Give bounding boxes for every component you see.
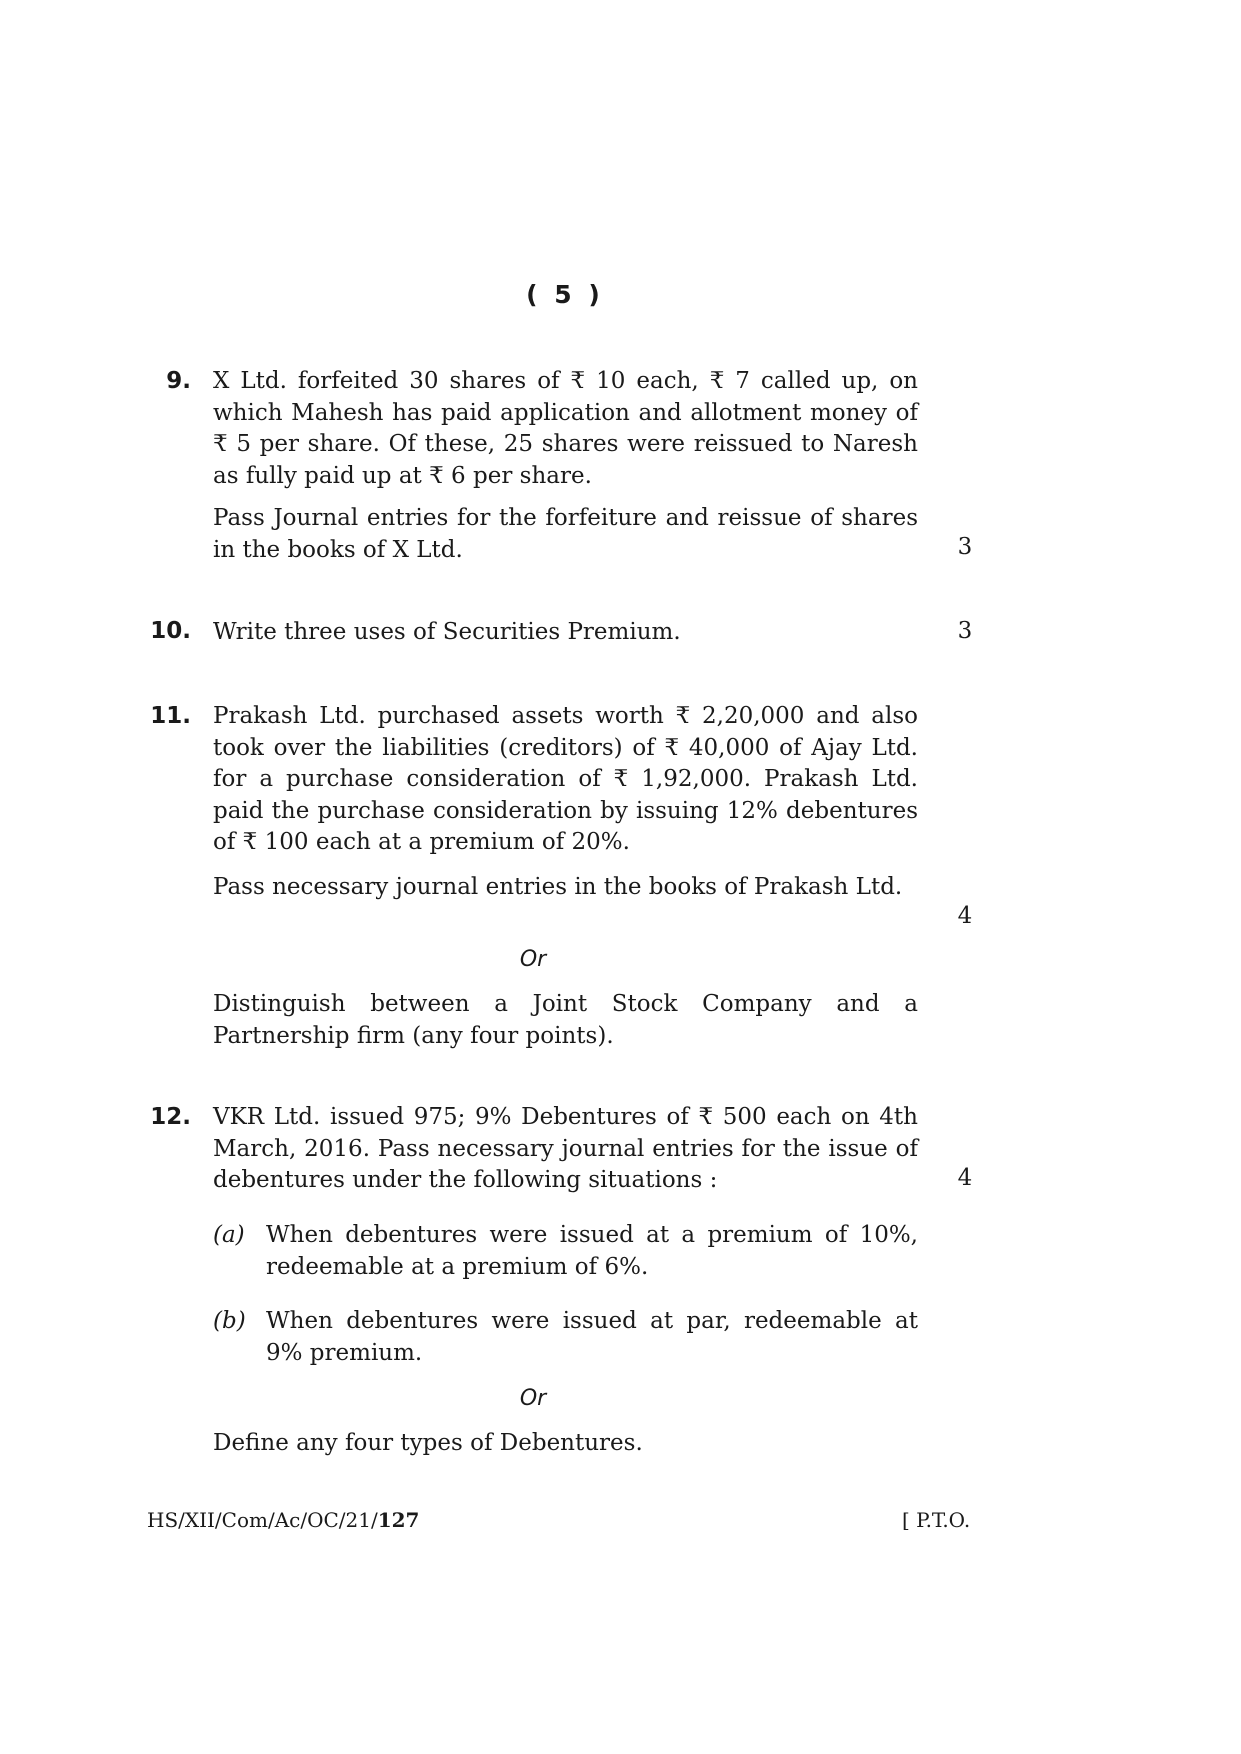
marks: 3 <box>957 618 973 644</box>
marks: 4 <box>957 903 973 929</box>
question-text: Prakash Ltd. purchased assets worth ₹ 2,20,000 and also took over the liabilities (creditors) of ₹ 40,000 of Ajay Ltd. for a purchase consideration of ₹ 1,92,000. Prakash Ltd. paid the purchase consideration by issuing 12% debentures of ₹ 100 each at a premium of 20%. <box>213 703 918 855</box>
question-text: Write three uses of Securities Premium. <box>213 619 681 645</box>
alternative-question: Distinguish between a Joint Stock Company and a Partnership firm (any four points). <box>213 991 918 1049</box>
part-a-text: When debentures were issued at a premium of 10%, redeemable at a premium of 6%. <box>266 1222 918 1280</box>
question-number: 9. <box>166 368 191 394</box>
marks: 3 <box>957 534 973 560</box>
part-b-label: (b) <box>213 1308 246 1334</box>
paper-code-number: 127 <box>377 1508 420 1532</box>
question-number: 10. <box>150 618 191 644</box>
part-a-label: (a) <box>213 1222 245 1248</box>
question-instruction: Pass Journal entries for the forfeiture and reissue of shares in the books of X Ltd. <box>213 505 918 563</box>
marks: 4 <box>957 1165 973 1191</box>
alternative-question: Define any four types of Debentures. <box>213 1430 643 1456</box>
part-b-text: When debentures were issued at par, redeemable at 9% premium. <box>266 1308 918 1366</box>
question-instruction: Pass necessary journal entries in the books of Prakash Ltd. <box>213 874 903 900</box>
or-separator: Or <box>519 947 547 972</box>
page-number: ( 5 ) <box>526 280 604 309</box>
question-number: 11. <box>150 703 191 729</box>
paper-code <box>147 1508 419 1532</box>
question-text: X Ltd. forfeited 30 shares of ₹ 10 each, ₹ 7 called up, on which Mahesh has paid application and allotment money of ₹ 5 per share. Of these, 25 shares were reissued to Naresh as fully paid up at ₹ 6 per share. <box>213 368 918 489</box>
paper-code-prefix: HS/XII/Com/Ac/OC/21/ <box>147 1508 378 1532</box>
question-text: VKR Ltd. issued 975; 9% Debentures of ₹ 500 each on 4th March, 2016. Pass necessary journal entries for the issue of debentures under the following situations : <box>213 1104 918 1193</box>
pto-label: [ P.T.O. <box>902 1508 971 1532</box>
or-separator: Or <box>519 1386 547 1411</box>
question-number: 12. <box>150 1104 191 1130</box>
